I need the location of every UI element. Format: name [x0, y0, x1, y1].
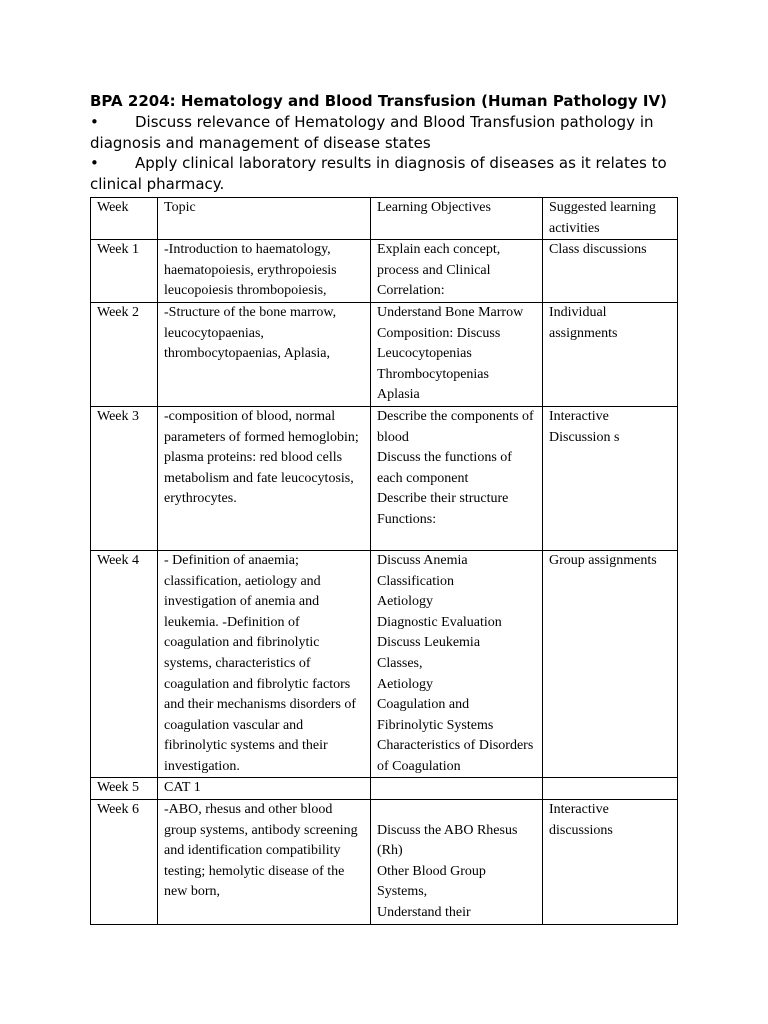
header-week: Week [91, 198, 158, 240]
header-topic: Topic [158, 198, 371, 240]
objectives-cell: Explain each concept, process and Clinical Correlation: [371, 240, 543, 303]
table-row [91, 302, 678, 406]
objectives-cell: Discuss Anemia Classification Aetiology Diagnostic Evaluation Discuss Leukemia Classes, Aetiology Coagulation and Fibrinolytic Systems Characteristics of Disorders of Coagulation [371, 550, 543, 778]
activities-cell: Group assignments [543, 550, 678, 778]
activities-cell: Interactive Discussion s [543, 406, 678, 550]
topic-cell: - Definition of anaemia; classification, aetiology and investigation of anemia and leukemia. -Definition of coagulation and fibrinolytic systems, characteristics of coagulation and fibrolytic factors and their mechanisms disorders of coagulation vascular and fibrinolytic systems and their investigation. [158, 550, 371, 778]
bullet-item [90, 153, 690, 194]
objectives-cell: Discuss the ABO Rhesus (Rh) Other Blood Group Systems, Understand their [371, 800, 543, 925]
topic-cell: -ABO, rhesus and other blood group systems, antibody screening and identification compatibility testing; hemolytic disease of the new born, [158, 800, 371, 925]
table-row [91, 800, 678, 925]
bullet-icon: • [90, 113, 99, 131]
activities-cell [543, 778, 678, 800]
week-cell: Week 3 [91, 406, 158, 550]
week-cell: Week 1 [91, 240, 158, 303]
table-row [91, 406, 678, 550]
document-title: BPA 2204: Hematology and Blood Transfusion (Human Pathology IV) [90, 92, 667, 110]
activities-cell: Class discussions [543, 240, 678, 303]
week-cell: Week 6 [91, 800, 158, 925]
table-header-row [91, 198, 678, 240]
topic-cell: -Introduction to haematology, haematopoiesis, erythropoiesis leucopoiesis thrombopoiesis, [158, 240, 371, 303]
objectives-cell: Understand Bone Marrow Composition: Discuss Leucocytopenias Thrombocytopenias Aplasia [371, 302, 543, 406]
objectives-cell: Describe the components of blood Discuss the functions of each component Describe their structure Functions: [371, 406, 543, 550]
bullet-text: Discuss relevance of Hematology and Blood Transfusion pathology in diagnosis and management of disease states [90, 113, 654, 152]
bullet-icon: • [90, 154, 99, 172]
topic-cell: -composition of blood, normal parameters of formed hemoglobin; plasma proteins: red blood cells metabolism and fate leucocytosis, erythrocytes. [158, 406, 371, 550]
table-row [91, 550, 678, 778]
table-row [91, 240, 678, 303]
objectives-bullet-list [90, 112, 690, 194]
week-cell: Week 5 [91, 778, 158, 800]
topic-cell: CAT 1 [158, 778, 371, 800]
table-row [91, 778, 678, 800]
course-schedule-table [90, 197, 678, 925]
objectives-cell [371, 778, 543, 800]
activities-cell: Interactive discussions [543, 800, 678, 925]
header-suggested-activities: Suggested learning activities [543, 198, 678, 240]
bullet-text: Apply clinical laboratory results in diagnosis of diseases as it relates to clinical pharmacy. [90, 154, 667, 193]
activities-cell: Individual assignments [543, 302, 678, 406]
bullet-item [90, 112, 690, 153]
header-learning-objectives: Learning Objectives [371, 198, 543, 240]
topic-cell: -Structure of the bone marrow, leucocytopaenias, thrombocytopaenias, Aplasia, [158, 302, 371, 406]
week-cell: Week 2 [91, 302, 158, 406]
week-cell: Week 4 [91, 550, 158, 778]
